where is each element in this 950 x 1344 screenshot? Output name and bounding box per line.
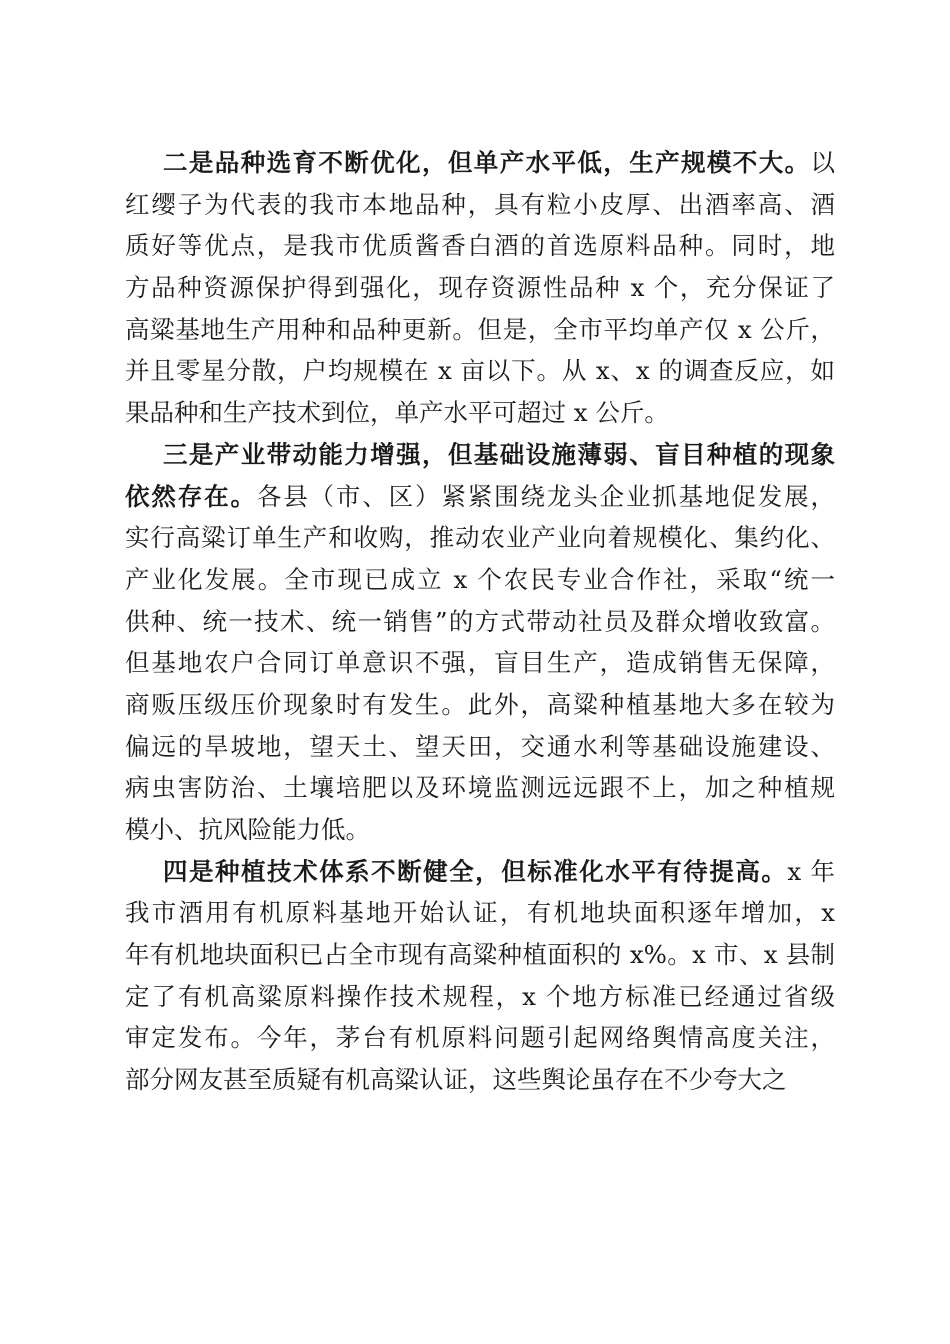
paragraph-line (125, 517, 835, 559)
paragraph-line (125, 434, 835, 476)
body-text-segment: 偏远的旱坡地，望天土、望天田，交通水利等基础设施建设、 (125, 731, 835, 761)
body-text (125, 142, 835, 1101)
paragraph-line (125, 976, 835, 1018)
paragraph-line (125, 225, 835, 267)
body-text-segment: 但基地农户合同订单意识不强，盲目生产，造成销售无保障， (125, 648, 835, 678)
body-text-segment: 审定发布。今年，茅台有机原料问题引起网络舆情高度关注， (125, 1023, 835, 1053)
bold-heading-text: 二是品种选育不断优化，但单产水平低，生产规模不大。 (163, 148, 811, 177)
body-text-segment: 定了有机高粱原料操作技术规程，x 个地方标准已经通过省级 (125, 981, 835, 1011)
body-text-segment: 商贩压级压价现象时有发生。此外，高粱种植基地大多在较为 (125, 689, 835, 719)
body-text-segment: 高粱基地生产用种和品种更新。但是，全市平均单产仅 x 公斤， (125, 314, 835, 344)
paragraph-line (125, 392, 835, 434)
paragraph-line (125, 1017, 835, 1059)
body-text-segment: 质好等优点，是我市优质酱香白酒的首选原料品种。同时，地 (125, 231, 835, 261)
paragraph-line (125, 934, 835, 976)
paragraph-line (125, 476, 835, 518)
body-text-segment: 年有机地块面积已占全市现有高粱种植面积的 x%。x 市、x 县制 (125, 940, 835, 970)
paragraph-line (125, 267, 835, 309)
body-text-segment: 方品种资源保护得到强化，现存资源性品种 x 个，充分保证了 (125, 273, 835, 303)
paragraph-line (125, 350, 835, 392)
body-text-segment: 并且零星分散，户均规模在 x 亩以下。从 x、x 的调查反应，如 (125, 356, 835, 386)
body-text-segment: 产业化发展。全市现已成立 x 个农民专业合作社，采取“统一 (125, 564, 835, 594)
bold-heading-text: 四是种植技术体系不断健全，但标准化水平有待提高。 (163, 856, 788, 886)
paragraph-line (125, 809, 835, 851)
paragraph-line (125, 309, 835, 351)
body-text-segment: 果品种和生产技术到位，单产水平可超过 x 公斤。 (125, 398, 669, 428)
paragraph-line (125, 851, 835, 893)
paragraph-line (125, 642, 835, 684)
paragraph-line (125, 684, 835, 726)
body-text-segment: x 年 (787, 856, 835, 886)
body-text-segment: 以 (810, 148, 835, 177)
paragraph-line (125, 1059, 835, 1101)
body-text-segment: 部分网友甚至质疑有机高粱认证，这些舆论虽存在不少夸大之 (125, 1065, 787, 1095)
body-text-segment: 实行高粱订单生产和收购，推动农业产业向着规模化、集约化、 (125, 523, 835, 553)
bold-heading-text: 三是产业带动能力增强，但基础设施薄弱、盲目种植的现象 (163, 439, 835, 469)
body-text-segment: 病虫害防治、土壤培肥以及环境监测远远跟不上，加之种植规 (125, 773, 835, 803)
paragraph-line (125, 726, 835, 768)
body-text-segment: 模小、抗风险能力低。 (125, 815, 370, 844)
body-text-segment: 我市酒用有机原料基地开始认证，有机地块面积逐年增加，x (125, 898, 835, 928)
body-text-segment: 红缨子为代表的我市本地品种，具有粒小皮厚、出酒率高、酒 (125, 189, 835, 219)
paragraph-line (125, 767, 835, 809)
paragraph-line (125, 601, 835, 643)
bold-heading-text: 依然存在。 (125, 481, 257, 511)
body-text-segment: 供种、统一技术、统一销售”的方式带动社员及群众增收致富。 (125, 606, 835, 636)
paragraph-line (125, 184, 835, 226)
paragraph-line (125, 142, 835, 184)
body-text-segment: 各县（市、区）紧紧围绕龙头企业抓基地促发展， (256, 481, 835, 511)
paragraph-line (125, 892, 835, 934)
paragraph-line (125, 559, 835, 601)
